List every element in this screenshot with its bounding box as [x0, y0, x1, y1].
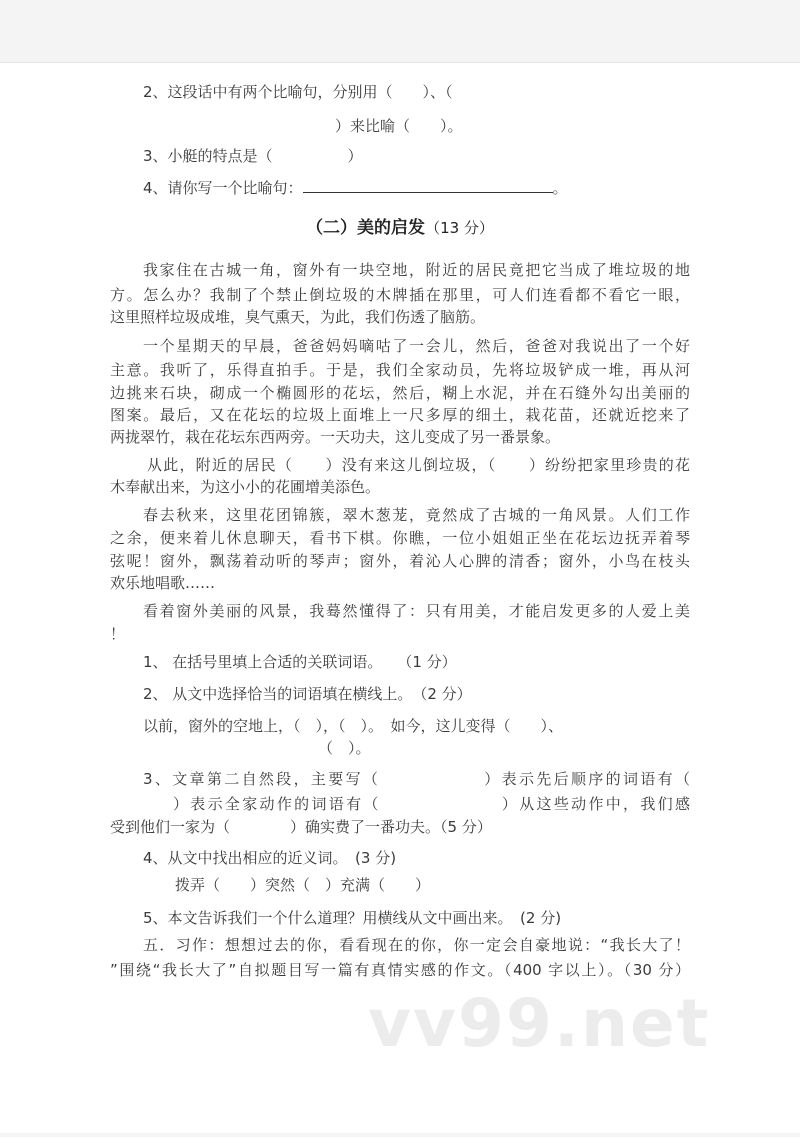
watermark: vv99.net	[368, 985, 711, 1062]
passage-line: 我家住在古城一角，窗外有一块空地，附近的居民竟把它当成了堆垃圾的地	[143, 261, 690, 279]
question-4-label: 4、请你写一个比喻句：	[143, 179, 303, 197]
question-4	[143, 178, 568, 198]
passage-line: 方。怎么办？我制了个禁止倒垃圾的木牌插在那里，可人们连看都不看它一眼，	[110, 286, 690, 304]
passage-line: 看着窗外美丽的风景，我蓦然懂得了：只有用美，才能启发更多的人爱上美	[143, 602, 690, 620]
passage-line: 之余，便来着儿休息聊天，看书下棋。你瞧，一位小姐姐正坐在花坛边抚弄着琴	[110, 529, 690, 547]
question-2-fill-line-2: （ ）。	[318, 739, 371, 757]
answer-blank[interactable]	[303, 178, 553, 193]
section-title-text: （二）美的启发	[306, 218, 426, 238]
passage-line: ！	[110, 625, 126, 643]
passage-line: 主意。我听了，乐得直拍手。于是，我们全家动员，先将垃圾铲成一堆，再从河	[110, 361, 690, 379]
section-title	[0, 218, 800, 238]
passage-line: 木奉献出来，为这小小的花圃增美添色。	[110, 478, 381, 496]
question-4-end: 。	[552, 179, 568, 197]
question-3: 3、小艇的特点是（ ）	[143, 147, 363, 165]
question-4-words: 拨弄（ ）突然（ ）充满（ ）	[175, 876, 431, 894]
passage-line: 从此，附近的居民（ ）没有来这儿倒垃圾，（ ）纷纷把家里珍贵的花	[147, 456, 690, 474]
question-3-line-3: 受到他们一家为（ ）确实费了一番功夫。（5 分）	[110, 818, 492, 836]
composition-line-1: 五．习作：想想过去的你，看看现在的你，你一定会自豪地说：“我长大了！	[143, 936, 690, 954]
question-2-fill-line-1: 以前，窗外的空地上，（ ），（ ）。 如今，这儿变得（ ）、	[143, 717, 564, 735]
passage-line: 欢乐地唱歌……	[110, 574, 216, 592]
passage-line: 一个星期天的早晨，爸爸妈妈嘀咕了一会儿，然后，爸爸对我说出了一个好	[143, 337, 690, 355]
question-3-line-2: ）表示全家动作的词语有（ ）从这些动作中，我们感	[173, 795, 690, 813]
question-2: 2、 从文中选择恰当的词语填在横线上。 （2 分）	[143, 685, 472, 703]
question-2-line-1: 2、这段话中有两个比喻句，分别用（ ）、（	[143, 83, 453, 101]
question-3-line-1: 3、文章第二自然段，主要写（ ）表示先后顺序的词语有（	[143, 770, 690, 788]
passage-line: 这里照样垃圾成堆，臭气熏天，为此，我们伤透了脑筋。	[110, 308, 486, 326]
question-1: 1、 在括号里填上合适的关联词语。 （1 分）	[143, 653, 457, 671]
passage-line: 两拢翠竹，栽在花坛东西两旁。一天功夫，这儿变成了另一番景象。	[110, 428, 561, 446]
passage-line: 弦呢！窗外，飘荡着动听的琴声；窗外，着沁人心脾的清香；窗外，小鸟在枝头	[110, 552, 690, 570]
section-score: （13 分）	[425, 219, 494, 237]
passage-line: 图案。最后，又在花坛的垃圾上面堆上一尺多厚的细土，栽花苗，还就近挖来了	[110, 406, 690, 424]
passage-line: 边挑来石块，砌成一个椭圆形的花坛，然后，糊上水泥，并在石缝外勾出美丽的	[110, 384, 690, 402]
question-2-line-2: ）来比喻（ ）。	[335, 117, 463, 135]
question-4: 4、从文中找出相应的近义词。 (3 分)	[143, 849, 397, 867]
composition-line-2: ”围绕“我长大了”自拟题目写一篇有真情实感的作文。（400 字以上）。（30 分）	[110, 961, 690, 979]
passage-line: 春去秋来，这里花团锦簇，翠木葱茏，竟然成了古城的一角风景。人们工作	[143, 506, 690, 524]
question-5: 5、本文告诉我们一个什么道理？用横线从文中画出来。 (2 分)	[143, 909, 562, 927]
